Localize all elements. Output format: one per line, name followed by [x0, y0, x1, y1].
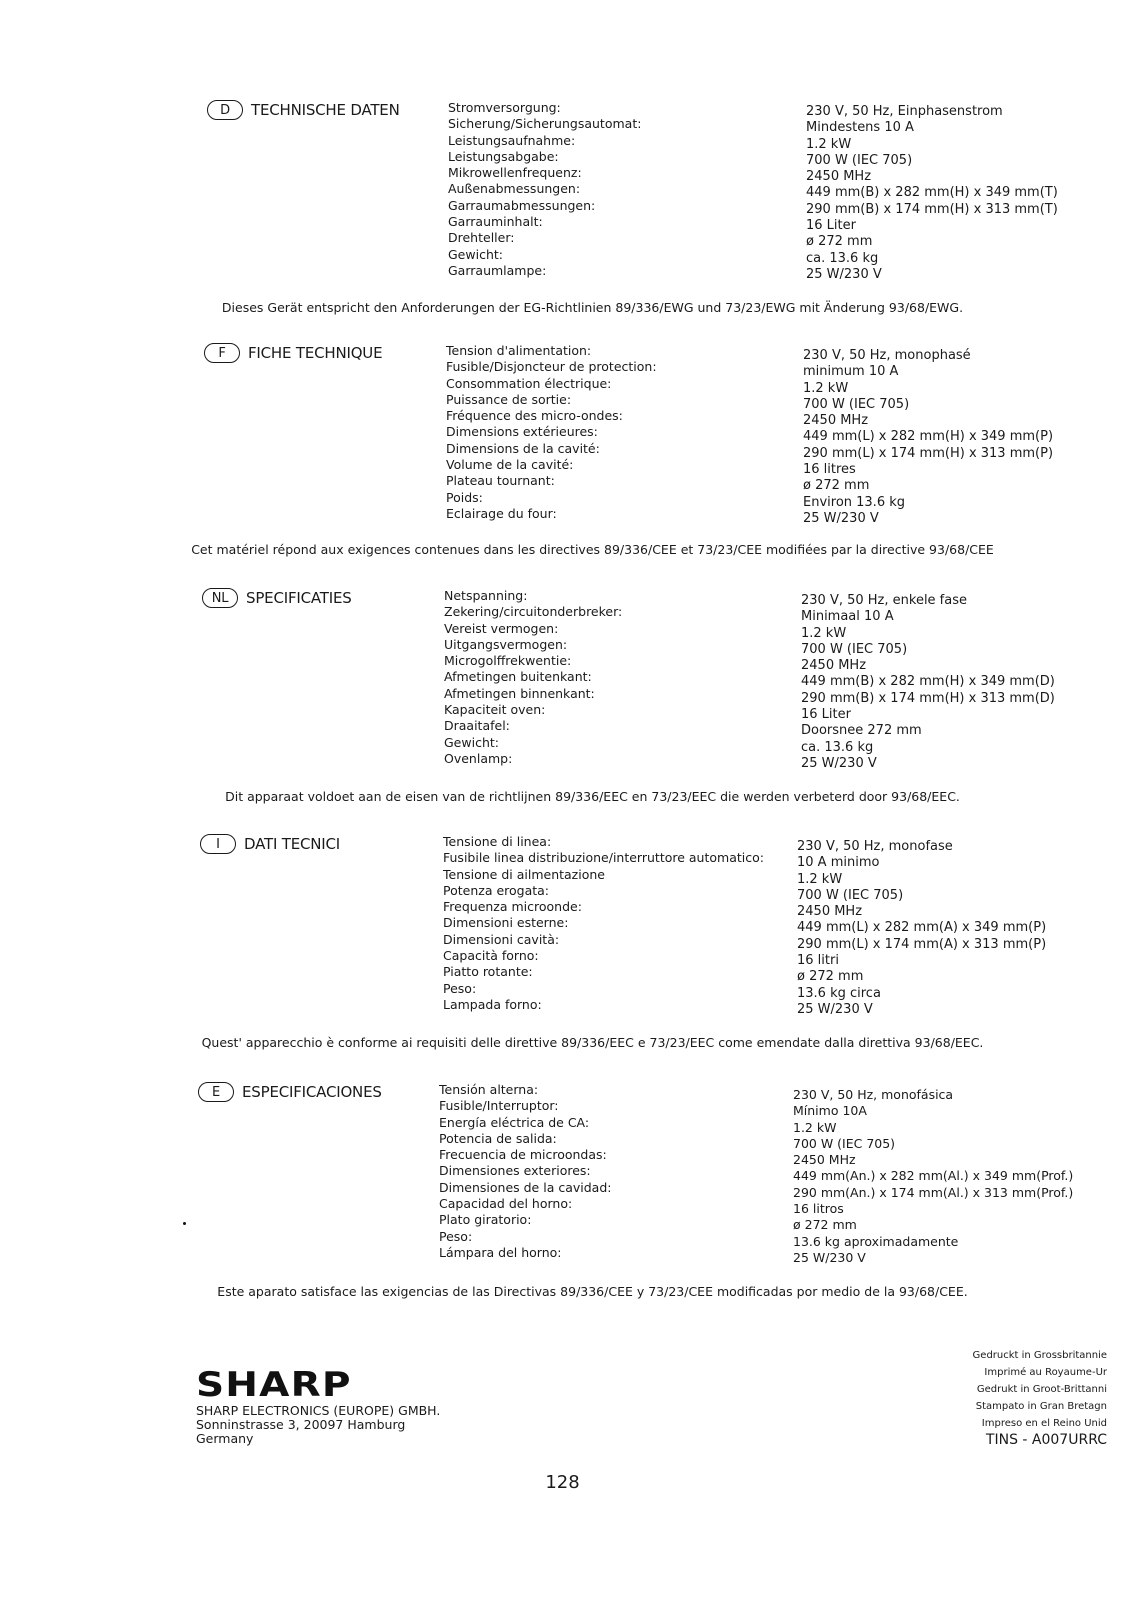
spec-labels — [439, 1082, 611, 1261]
spec-value: 230 V, 50 Hz, monofásica — [793, 1087, 954, 1102]
section-title: SPECIFICATIES — [246, 589, 352, 607]
spec-value: 2450 MHz — [801, 658, 867, 674]
spec-label: Mikrowellenfrequenz: — [448, 165, 582, 181]
spec-value: 1.2 kW — [793, 1119, 837, 1135]
spec-value: 16 litres — [803, 462, 856, 478]
spec-value: 25 W/230 V — [803, 510, 879, 526]
spec-value: 16 Liter — [806, 218, 856, 234]
spec-label: Afmetingen buitenkant: — [444, 669, 592, 685]
spec-value: ø 272 mm — [803, 478, 870, 494]
spec-label: Garraumlampe: — [448, 262, 547, 278]
spec-value: 1.2 kW — [801, 625, 847, 641]
spec-label: Gewicht: — [448, 246, 503, 262]
spec-label: Tensione di ailmentazione — [443, 866, 605, 882]
spec-value: 16 litri — [797, 953, 839, 969]
spec-label: Vereist vermogen: — [444, 620, 559, 636]
spec-label: Fréquence des micro-ondes: — [446, 408, 623, 424]
spec-label: Garrauminhalt: — [448, 214, 543, 230]
spec-label: Potenza erogata: — [443, 882, 550, 898]
spec-label: Peso: — [439, 1228, 473, 1244]
language-badge: I — [200, 834, 236, 854]
spec-label: Puissance de sortie: — [446, 391, 572, 407]
printed-in-notice — [973, 1347, 1107, 1432]
spec-label: Uitgangsvermogen: — [444, 636, 568, 652]
spec-labels — [443, 834, 764, 1013]
spec-label: Kapaciteit oven: — [444, 702, 546, 718]
spec-value: 290 mm(An.) x 174 mm(Al.) x 313 mm(Prof.) — [793, 1184, 1074, 1200]
spec-value: Minimaal 10 A — [801, 609, 894, 625]
address-line: Sonninstrasse 3, 20097 Hamburg — [196, 1417, 406, 1432]
compliance-statement: Quest' apparecchio è conforme ai requisiti delle direttive 89/336/EEC e 73/23/EEC come emendate dalla direttiva 93/68/EEC. — [201, 1035, 984, 1050]
printed-in-line: Imprimé au Royaume-Ur — [984, 1367, 1107, 1378]
compliance-statement: Este aparato satisface las exigencias de las Directivas 89/336/CEE y 73/23/CEE modificadas por medio de la 93/68/CEE. — [217, 1284, 968, 1299]
spec-values — [797, 839, 1046, 1018]
spec-value: 1.2 kW — [803, 380, 849, 396]
stray-mark — [183, 1222, 186, 1225]
spec-value: 290 mm(L) x 174 mm(A) x 313 mm(P) — [797, 936, 1047, 952]
spec-values — [806, 104, 1058, 283]
section-title: TECHNISCHE DATEN — [251, 101, 400, 119]
spec-label: Peso: — [443, 980, 477, 996]
spec-label: Microgolffrekwentie: — [444, 653, 572, 669]
spec-label: Gewicht: — [444, 734, 499, 750]
spec-value: 449 mm(L) x 282 mm(H) x 349 mm(P) — [803, 429, 1054, 445]
spec-value: 2450 MHz — [803, 413, 869, 429]
spec-value: 449 mm(B) x 282 mm(H) x 349 mm(D) — [801, 674, 1055, 690]
language-badge: E — [198, 1082, 234, 1102]
printed-in-line: Stampato in Gran Bretagn — [975, 1401, 1107, 1412]
spec-value: 700 W (IEC 705) — [803, 396, 910, 412]
compliance-statement: Cet matériel répond aux exigences contenues dans les directives 89/336/CEE et 73/23/CEE modifiées par la directive 93/68/CEE — [191, 542, 994, 557]
spec-label: Piatto rotante: — [443, 964, 533, 980]
spec-label: Fusibile linea distribuzione/interruttore automatico: — [443, 850, 764, 866]
spec-value: 700 W (IEC 705) — [806, 152, 913, 168]
section-heading — [204, 343, 382, 363]
spec-label: Dimensions de la cavité: — [446, 440, 600, 456]
spec-label: Tensione di linea: — [443, 834, 552, 849]
spec-label: Poids: — [446, 489, 483, 505]
spec-value: 449 mm(L) x 282 mm(A) x 349 mm(P) — [797, 920, 1047, 936]
spec-label: Dimensioni cavità: — [443, 931, 560, 947]
address-line: Germany — [196, 1431, 254, 1446]
section-heading — [207, 100, 400, 120]
spec-value: 25 W/230 V — [793, 1249, 866, 1265]
spec-value: Mínimo 10A — [793, 1103, 867, 1119]
spec-value: 16 litros — [793, 1201, 844, 1217]
company-address — [196, 1404, 440, 1446]
spec-label: Stromversorgung: — [448, 100, 561, 115]
spec-value: 230 V, 50 Hz, Einphasenstrom — [806, 104, 1003, 119]
spec-value: minimum 10 A — [803, 364, 899, 380]
spec-label: Eclairage du four: — [446, 505, 557, 521]
sharp-logo: SHARP — [196, 1365, 352, 1405]
spec-values — [793, 1087, 1073, 1266]
spec-labels — [446, 343, 657, 522]
spec-label: Potencia de salida: — [439, 1130, 557, 1146]
spec-labels — [448, 100, 641, 279]
section-heading — [198, 1082, 382, 1102]
spec-value: 449 mm(B) x 282 mm(H) x 349 mm(T) — [806, 185, 1058, 201]
spec-label: Draaitafel: — [444, 718, 510, 734]
spec-value: 25 W/230 V — [806, 266, 882, 282]
printed-in-line: Gedrukt in Groot-Brittanni — [976, 1384, 1107, 1395]
spec-label: Lámpara del horno: — [439, 1244, 562, 1260]
spec-label: Capacità forno: — [443, 948, 539, 964]
spec-label: Dimensioni esterne: — [443, 915, 569, 931]
spec-value: 700 W (IEC 705) — [797, 887, 904, 903]
language-badge: NL — [202, 588, 238, 608]
section-heading — [202, 588, 352, 608]
spec-label: Capacidad del horno: — [439, 1196, 573, 1212]
section-title: FICHE TECHNIQUE — [248, 344, 383, 362]
spec-value: 25 W/230 V — [801, 755, 877, 771]
spec-label: Frecuencia de microondas: — [439, 1147, 607, 1163]
spec-value: 1.2 kW — [806, 136, 852, 152]
spec-value: 290 mm(B) x 174 mm(H) x 313 mm(D) — [801, 690, 1055, 706]
spec-value: 2450 MHz — [806, 169, 872, 185]
spec-label: Consommation électrique: — [446, 375, 612, 391]
spec-value: 16 Liter — [801, 707, 851, 723]
spec-label: Leistungsabgabe: — [448, 148, 559, 164]
spec-value: 700 W (IEC 705) — [793, 1135, 896, 1151]
spec-label: Leistungsaufnahme: — [448, 132, 576, 148]
spec-label: Frequenza microonde: — [443, 899, 582, 915]
spec-label: Tension d'alimentation: — [446, 343, 592, 358]
spec-label: Plato giratorio: — [439, 1212, 532, 1228]
spec-value: Mindestens 10 A — [806, 120, 914, 136]
section-title: ESPECIFICACIONES — [242, 1083, 382, 1101]
compliance-statement: Dieses Gerät entspricht den Anforderungen der EG-Richtlinien 89/336/EWG und 73/23/EWG mit Änderung 93/68/EWG. — [221, 300, 964, 315]
spec-label: Plateau tournant: — [446, 473, 555, 489]
spec-label: Sicherung/Sicherungsautomat: — [448, 116, 642, 132]
spec-values — [803, 348, 1053, 527]
spec-label: Dimensiones de la cavidad: — [439, 1179, 612, 1195]
spec-value: Doorsnee 272 mm — [801, 723, 922, 739]
compliance-statement: Dit apparaat voldoet aan de eisen van de richtlijnen 89/336/EEC en 73/23/EEC die werden verbeterd door 93/68/EEC. — [225, 789, 960, 804]
spec-value: ø 272 mm — [797, 969, 864, 985]
spec-value: 449 mm(An.) x 282 mm(Al.) x 349 mm(Prof.) — [793, 1168, 1074, 1184]
spec-value: 230 V, 50 Hz, monophasé — [803, 348, 971, 363]
document-code: TINS - A007URRC — [985, 1432, 1107, 1448]
spec-value: Environ 13.6 kg — [803, 494, 906, 510]
spec-value: 2450 MHz — [797, 904, 863, 920]
page-number: 128 — [545, 1472, 580, 1493]
spec-value: 230 V, 50 Hz, enkele fase — [801, 593, 967, 608]
spec-label: Dimensions extérieures: — [446, 424, 598, 440]
spec-value: 2450 MHz — [793, 1152, 856, 1168]
spec-value: ø 272 mm — [806, 234, 873, 250]
section-heading — [200, 834, 340, 854]
spec-label: Außenabmessungen: — [448, 181, 581, 197]
spec-label: Dimensiones exteriores: — [439, 1163, 591, 1179]
spec-values — [801, 593, 1055, 772]
spec-label: Fusible/Disjoncteur de protection: — [446, 359, 657, 375]
language-badge: D — [207, 100, 243, 120]
printed-in-line: Gedruckt in Grossbritannie — [972, 1350, 1107, 1361]
spec-value: 290 mm(B) x 174 mm(H) x 313 mm(T) — [806, 201, 1058, 217]
section-title: DATI TECNICI — [244, 835, 340, 853]
spec-label: Volume de la cavité: — [446, 457, 574, 473]
printed-in-line: Impreso en el Reino Unid — [981, 1418, 1107, 1429]
language-badge: F — [204, 343, 240, 363]
spec-label: Netspanning: — [444, 588, 528, 603]
spec-label: Lampada forno: — [443, 996, 542, 1012]
spec-value: 10 A minimo — [797, 855, 880, 871]
spec-label: Afmetingen binnenkant: — [444, 685, 595, 701]
spec-label: Fusible/Interruptor: — [439, 1098, 559, 1114]
spec-value: 13.6 kg circa — [797, 985, 881, 1001]
spec-label: Zekering/circuitonderbreker: — [444, 604, 623, 620]
spec-value: 25 W/230 V — [797, 1001, 873, 1017]
spec-value: ø 272 mm — [793, 1217, 857, 1233]
spec-label: Energía eléctrica de CA: — [439, 1114, 590, 1130]
spec-value: 230 V, 50 Hz, monofase — [797, 839, 953, 854]
spec-value: ca. 13.6 kg — [806, 250, 879, 266]
spec-label: Ovenlamp: — [444, 750, 513, 766]
address-line: SHARP ELECTRONICS (EUROPE) GMBH. — [196, 1403, 441, 1418]
spec-label: Tensión alterna: — [439, 1082, 539, 1097]
spec-value: 13.6 kg aproximadamente — [793, 1233, 959, 1249]
spec-label: Garraumabmessungen: — [448, 197, 596, 213]
spec-value: 290 mm(L) x 174 mm(H) x 313 mm(P) — [803, 445, 1054, 461]
spec-value: ca. 13.6 kg — [801, 739, 874, 755]
spec-value: 1.2 kW — [797, 871, 843, 887]
spec-value: 700 W (IEC 705) — [801, 641, 908, 657]
spec-label: Drehteller: — [448, 230, 515, 246]
spec-labels — [444, 588, 622, 767]
